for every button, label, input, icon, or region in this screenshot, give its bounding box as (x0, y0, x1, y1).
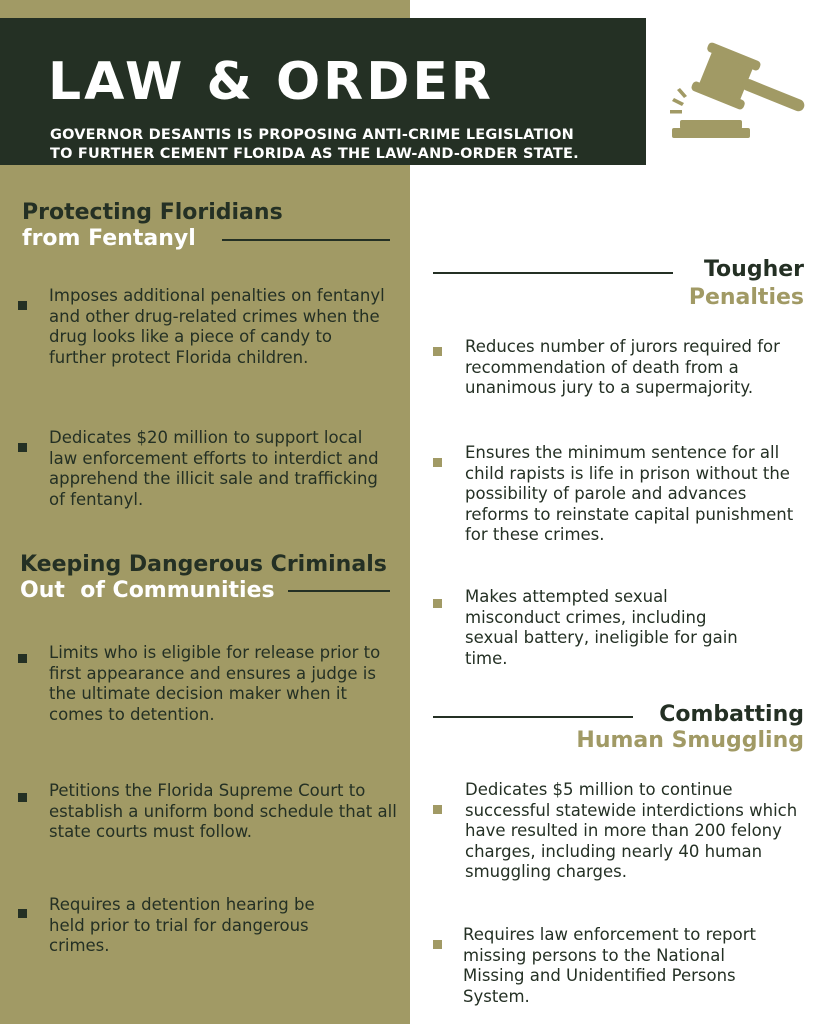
list-item-text: Dedicates $5 million to continue successful statewide interdictions which have resulted in more than 200 felony charges, including nearly 40 human smuggling charges. (465, 780, 798, 881)
section-penalties-rule (433, 272, 673, 274)
section-penalties-title-line2: Penalties (688, 285, 804, 310)
section-penalties-title-line1: Tougher (703, 257, 804, 282)
list-item-text: Limits who is eligible for release prior to first appearance and ensures a judge is the ultimate decision maker when it comes to detention. (49, 643, 381, 724)
header-banner (0, 18, 646, 165)
list-item-text: Imposes additional penalties on fentanyl and other drug-related crimes when the drug looks like a piece of candy to further protect Florida children. (49, 286, 385, 367)
section-smuggling-title-line2: Human Smuggling (576, 728, 804, 753)
page-subtitle (50, 126, 630, 164)
subtitle-line-2: TO FURTHER CEMENT FLORIDA AS THE LAW-AND-ORDER STATE. (50, 146, 579, 162)
bullet-square (18, 301, 27, 310)
section-fentanyl-rule (222, 239, 390, 241)
list-item-text: Dedicates $20 million to support local law enforcement efforts to interdict and apprehend the illicit sale and trafficking of fentanyl. (49, 428, 379, 509)
bullet-square (433, 458, 442, 467)
bullet-square (18, 793, 27, 802)
section-criminals-rule (288, 590, 390, 592)
bullet-square (18, 909, 27, 918)
page-title: LAW & ORDER (48, 52, 494, 112)
bullet-square (433, 940, 442, 949)
section-smuggling-title-line1: Combatting (659, 702, 804, 727)
list-item-text: Requires a detention hearing be held prior to trial for dangerous crimes. (49, 895, 315, 955)
list-item-text: Requires law enforcement to report missing persons to the National Missing and Unidentified Persons System. (463, 925, 756, 1006)
section-smuggling-rule (433, 716, 633, 718)
list-item-text: Makes attempted sexual misconduct crimes, including sexual battery, ineligible for gain time. (465, 587, 738, 668)
bullet-square (18, 654, 27, 663)
bullet-square (433, 599, 442, 608)
list-item-text: Ensures the minimum sentence for all child rapists is life in prison without the possibility of parole and advances reforms to reinstate capital punishment for these crimes. (465, 443, 794, 544)
section-fentanyl-title (22, 200, 402, 252)
section-penalties-title (560, 257, 804, 311)
section-smuggling-title (520, 702, 804, 754)
subtitle-line-1: GOVERNOR DESANTIS IS PROPOSING ANTI-CRIME LEGISLATION (50, 127, 575, 143)
section-criminals-title-line1: Keeping Dangerous Criminals (20, 552, 387, 577)
bullet-square (18, 443, 27, 452)
gavel-icon (668, 36, 808, 141)
bullet-square (433, 805, 442, 814)
list-item-text: Petitions the Florida Supreme Court to establish a uniform bond schedule that all state courts must follow. (49, 781, 397, 841)
section-criminals-title (20, 552, 405, 604)
section-criminals-title-line2: Out of Communities (20, 578, 275, 603)
section-fentanyl-title-line2: from Fentanyl (22, 226, 196, 251)
section-fentanyl-title-line1: Protecting Floridians (22, 200, 283, 225)
list-item-text: Reduces number of jurors required for recommendation of death from a unanimous jury to a supermajority. (465, 337, 780, 397)
bullet-square (433, 347, 442, 356)
